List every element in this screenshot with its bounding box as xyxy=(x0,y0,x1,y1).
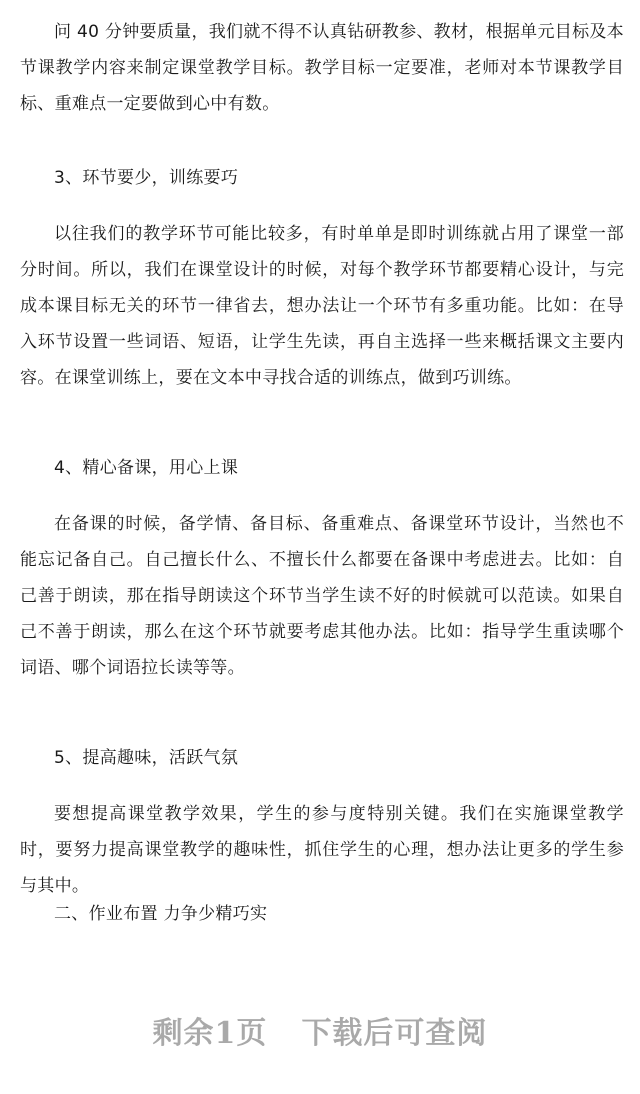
paragraph-intro-continued: 问 40 分钟要质量，我们就不得不认真钻研教参、教材，根据单元目标及本节课教学内容来制定课堂教学目标。教学目标一定要准，老师对本节课教学目标、重难点一定要做到心中有数。 xyxy=(20,22,624,114)
paragraph-section-4: 在备课的时候，备学情、备目标、备重难点、备课堂环节设计，当然也不能忘记备自己。自己擅长什么、不擅长什么都要在备课中考虑进去。比如：自己善于朗读，那在指导朗读这个环节当学生读不好的时候就可以范读。如果自己不善于朗读，那么在这个环节就要考虑其他办法。比如：指导学生重读哪个词语、哪个词语拉长读等等。 xyxy=(20,514,624,678)
download-to-view-label: 下载后可查阅 xyxy=(301,1016,488,1051)
section-heading-4: 4、精心备课，用心上课 xyxy=(54,458,239,478)
section-heading-5: 5、提高趣味，活跃气氛 xyxy=(54,748,239,768)
section-heading-homework: 二、作业布置 力争少精巧实 xyxy=(54,904,268,924)
paragraph-section-3: 以往我们的教学环节可能比较多，有时单单是即时训练就占用了课堂一部分时间。所以，我们在课堂设计的时候，对每个教学环节都要精心设计，与完成本课目标无关的环节一律省去，想办法让一个环节有多重功能。比如：在导入环节设置一些词语、短语，让学生先读，再自主选择一些来概括课文主要内容。在课堂训练上，要在文本中寻找合适的训练点，做到巧训练。 xyxy=(20,224,624,388)
paragraph-section-5: 要想提高课堂教学效果，学生的参与度特别关键。我们在实施课堂教学时，要努力提高课堂教学的趣味性，抓住学生的心理，想办法让更多的学生参与其中。 xyxy=(20,804,624,896)
download-prompt-banner[interactable] xyxy=(0,1008,640,1052)
remaining-pages-label: 剩余1页 xyxy=(152,1016,268,1051)
section-heading-3: 3、环节要少，训练要巧 xyxy=(54,168,239,188)
